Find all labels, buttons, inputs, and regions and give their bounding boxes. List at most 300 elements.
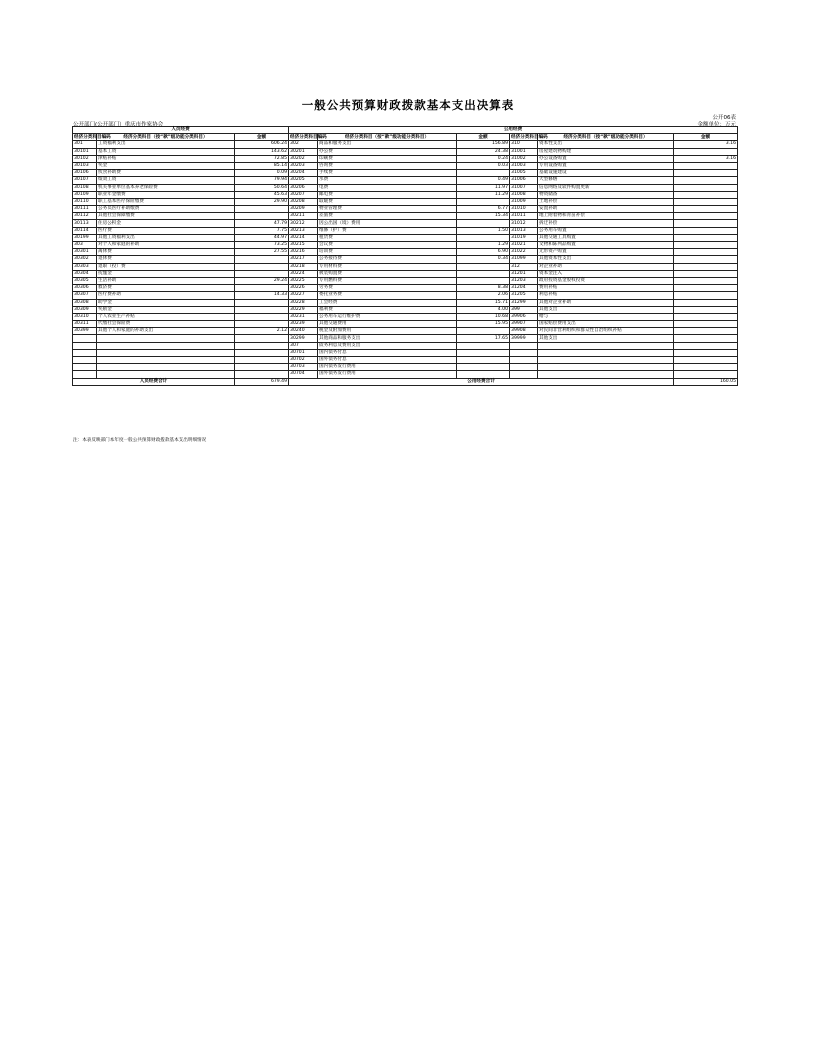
amount-cell bbox=[235, 342, 289, 349]
name-cell: 绩效工资 bbox=[97, 177, 235, 184]
table-row bbox=[73, 263, 738, 270]
amount-cell bbox=[674, 277, 738, 284]
code-cell: 30202 bbox=[289, 155, 318, 162]
amount-cell bbox=[674, 342, 738, 349]
table-row bbox=[73, 234, 738, 241]
amount-cell bbox=[457, 234, 510, 241]
name-cell: 津贴补贴 bbox=[97, 155, 235, 162]
name-cell: 会议费 bbox=[318, 242, 457, 249]
name-cell: 国外债务发行费用 bbox=[318, 371, 457, 378]
amount-cell bbox=[235, 263, 289, 270]
table-row bbox=[73, 270, 738, 277]
table-row bbox=[73, 213, 738, 220]
name-cell: 差旅费 bbox=[318, 213, 457, 220]
code-cell: 31201 bbox=[510, 270, 538, 277]
personnel-total-value: 679.49 bbox=[235, 378, 289, 385]
code-cell: 30112 bbox=[73, 213, 97, 220]
code-column-header: 经济分类科目编码 bbox=[74, 134, 111, 140]
amount-cell: 44.97 bbox=[235, 234, 289, 241]
name-cell: 印刷费 bbox=[318, 155, 457, 162]
amount-cell bbox=[674, 170, 738, 177]
name-cell: 信息网络及软件购置更新 bbox=[538, 184, 674, 191]
name-cell: 被装购置费 bbox=[318, 270, 457, 277]
form-number: 公开06表 bbox=[712, 115, 736, 121]
name-cell: 专用材料费 bbox=[318, 263, 457, 270]
name-cell: 职业年金缴费 bbox=[97, 191, 235, 198]
code-cell bbox=[73, 371, 97, 378]
amount-cell: 11.29 bbox=[457, 191, 510, 198]
code-cell: 31005 bbox=[510, 170, 538, 177]
amount-cell bbox=[674, 335, 738, 342]
amount-cell: 24.38 bbox=[457, 148, 510, 155]
name-cell bbox=[97, 349, 235, 356]
code-cell: 30212 bbox=[289, 220, 318, 227]
code-cell: 31012 bbox=[510, 220, 538, 227]
amount-cell bbox=[457, 170, 510, 177]
code-cell: 31008 bbox=[510, 191, 538, 198]
amount-cell bbox=[674, 213, 738, 220]
personnel-total-label: 人员经费合计 bbox=[73, 378, 235, 385]
name-cell: 委托业务费 bbox=[318, 292, 457, 299]
name-cell: 其他支出 bbox=[538, 335, 674, 342]
code-cell: 303 bbox=[73, 242, 97, 249]
code-cell: 30301 bbox=[73, 249, 97, 256]
code-cell: 30111 bbox=[73, 206, 97, 213]
table-row bbox=[73, 299, 738, 306]
amount-cell: 3.16 bbox=[674, 141, 738, 148]
amount-cell: 0.03 bbox=[457, 162, 510, 169]
amount-cell: 29.90 bbox=[235, 198, 289, 205]
amount-cell: 0.34 bbox=[457, 256, 510, 263]
amount-cell bbox=[674, 292, 738, 299]
code-cell: 30303 bbox=[73, 263, 97, 270]
amount-cell bbox=[235, 357, 289, 364]
amount-cell bbox=[457, 364, 510, 371]
code-cell: 30110 bbox=[73, 198, 97, 205]
code-cell bbox=[73, 357, 97, 364]
code-cell bbox=[73, 349, 97, 356]
name-cell: 医疗费补助 bbox=[97, 292, 235, 299]
code-cell bbox=[73, 342, 97, 349]
amount-column-header: 金额 bbox=[235, 134, 289, 141]
name-cell: 无形资产购置 bbox=[538, 249, 674, 256]
table-row bbox=[73, 285, 738, 292]
amount-cell: 85.14 bbox=[235, 162, 289, 169]
code-cell bbox=[73, 364, 97, 371]
name-cell: 其他工资福利支出 bbox=[97, 234, 235, 241]
name-cell: 其他支出 bbox=[538, 306, 674, 313]
name-column-header: 经济分类科目（按“款”级功能分类科目） bbox=[318, 134, 457, 141]
amount-cell bbox=[674, 371, 738, 378]
code-cell: 39906 bbox=[510, 313, 538, 320]
name-cell bbox=[97, 364, 235, 371]
amount-cell bbox=[674, 234, 738, 241]
name-cell: 退休费 bbox=[97, 256, 235, 263]
name-cell: 对企业补助 bbox=[538, 263, 674, 270]
code-cell: 30113 bbox=[73, 220, 97, 227]
amount-cell: 3.16 bbox=[674, 155, 738, 162]
amount-cell: 606.24 bbox=[235, 141, 289, 148]
code-cell: 30305 bbox=[73, 277, 97, 284]
amount-cell bbox=[674, 306, 738, 313]
table-row bbox=[73, 256, 738, 263]
code-cell: 30307 bbox=[73, 292, 97, 299]
table-row bbox=[73, 141, 738, 148]
name-cell: 其他资本性支出 bbox=[538, 256, 674, 263]
amount-cell: 79.94 bbox=[235, 177, 289, 184]
name-cell: 其他交通费用 bbox=[318, 321, 457, 328]
table-row bbox=[73, 371, 738, 378]
code-cell bbox=[510, 357, 538, 364]
amount-cell bbox=[235, 335, 289, 342]
code-cell: 30213 bbox=[289, 227, 318, 234]
name-cell: 对民间非营利组织和群众性自治组织补贴 bbox=[538, 328, 674, 335]
name-cell: 专用设备购置 bbox=[538, 162, 674, 169]
table-row bbox=[73, 277, 738, 284]
name-cell: 租赁费 bbox=[318, 234, 457, 241]
name-cell: 政府投资基金股权投资 bbox=[538, 277, 674, 284]
code-cell: 30229 bbox=[289, 306, 318, 313]
amount-cell bbox=[674, 270, 738, 277]
personnel-section-header: 人员经费 bbox=[73, 127, 289, 134]
amount-cell bbox=[674, 256, 738, 263]
table-row bbox=[73, 342, 738, 349]
name-cell bbox=[538, 342, 674, 349]
code-cell: 30299 bbox=[289, 335, 318, 342]
code-cell: 30306 bbox=[73, 285, 97, 292]
code-cell: 30309 bbox=[73, 306, 97, 313]
code-cell: 31001 bbox=[510, 148, 538, 155]
footnote: 注：本表反映部门本年度一般公共预算财政拨款基本支出明细情况 bbox=[73, 438, 207, 443]
name-cell: 奖金 bbox=[97, 162, 235, 169]
code-cell: 310 bbox=[510, 141, 538, 148]
amount-cell bbox=[674, 299, 738, 306]
code-cell: 30702 bbox=[289, 357, 318, 364]
amount-cell bbox=[674, 263, 738, 270]
amount-cell bbox=[235, 349, 289, 356]
name-cell: 基础设施建设 bbox=[538, 170, 674, 177]
amount-unit-label: 金额单位：万元 bbox=[697, 122, 736, 128]
amount-cell bbox=[235, 321, 289, 328]
name-cell: 其他对企业补助 bbox=[538, 299, 674, 306]
table-row bbox=[73, 242, 738, 249]
code-cell: 312 bbox=[510, 263, 538, 270]
code-cell bbox=[73, 335, 97, 342]
name-cell: 其他个人和家庭的补助支出 bbox=[97, 328, 235, 335]
code-cell: 30102 bbox=[73, 155, 97, 162]
table-row bbox=[73, 162, 738, 169]
name-cell: 土地补偿 bbox=[538, 198, 674, 205]
name-cell: 文物和陈列品购置 bbox=[538, 242, 674, 249]
name-cell: 生活补助 bbox=[97, 277, 235, 284]
name-cell: 其他商品和服务支出 bbox=[318, 335, 457, 342]
name-cell: 税金及附加费用 bbox=[318, 328, 457, 335]
code-cell: 30209 bbox=[289, 206, 318, 213]
table-row bbox=[73, 249, 738, 256]
name-cell: 公务接待费 bbox=[318, 256, 457, 263]
code-cell: 31021 bbox=[510, 242, 538, 249]
code-cell: 30304 bbox=[73, 270, 97, 277]
amount-cell: 6.90 bbox=[457, 249, 510, 256]
code-cell: 30101 bbox=[73, 148, 97, 155]
table-row bbox=[73, 328, 738, 335]
amount-cell bbox=[235, 364, 289, 371]
name-cell: 物资储备 bbox=[538, 191, 674, 198]
name-cell: 邮电费 bbox=[318, 191, 457, 198]
name-cell: 住房公积金 bbox=[97, 220, 235, 227]
amount-cell: 50.64 bbox=[235, 184, 289, 191]
name-cell bbox=[97, 335, 235, 342]
code-cell: 39999 bbox=[510, 335, 538, 342]
name-cell: 商品和服务支出 bbox=[318, 141, 457, 148]
amount-cell bbox=[674, 206, 738, 213]
code-cell bbox=[510, 349, 538, 356]
amount-cell: 47.79 bbox=[235, 220, 289, 227]
amount-cell bbox=[235, 371, 289, 378]
code-cell: 30199 bbox=[73, 234, 97, 241]
code-cell: 31299 bbox=[510, 299, 538, 306]
code-cell: 30310 bbox=[73, 313, 97, 320]
table-row bbox=[73, 191, 738, 198]
amount-cell bbox=[235, 270, 289, 277]
amount-cell: 17.65 bbox=[457, 335, 510, 342]
amount-cell: 0.09 bbox=[235, 170, 289, 177]
name-cell: 国内债务付息 bbox=[318, 349, 457, 356]
amount-cell bbox=[235, 206, 289, 213]
name-cell: 代缴社会保险费 bbox=[97, 321, 235, 328]
table-row bbox=[73, 148, 738, 155]
name-cell: 机关事业单位基本养老保险费 bbox=[97, 184, 235, 191]
table-row bbox=[73, 364, 738, 371]
amount-cell: 1.50 bbox=[457, 227, 510, 234]
name-cell: 福利费 bbox=[318, 306, 457, 313]
code-cell: 30216 bbox=[289, 249, 318, 256]
amount-cell: 45.63 bbox=[235, 191, 289, 198]
amount-cell bbox=[674, 285, 738, 292]
amount-cell bbox=[457, 371, 510, 378]
amount-cell: 27.55 bbox=[235, 249, 289, 256]
code-column-header: 经济分类科目编码 bbox=[290, 134, 327, 140]
code-cell: 30206 bbox=[289, 184, 318, 191]
name-cell: 咨询费 bbox=[318, 162, 457, 169]
code-cell: 31205 bbox=[510, 292, 538, 299]
table-row bbox=[73, 198, 738, 205]
code-cell: 30103 bbox=[73, 162, 97, 169]
code-cell: 30308 bbox=[73, 299, 97, 306]
name-cell: 救济费 bbox=[97, 285, 235, 292]
name-cell: 公务用车运行维护费 bbox=[318, 313, 457, 320]
name-cell: 资本金注入 bbox=[538, 270, 674, 277]
name-cell bbox=[538, 364, 674, 371]
code-cell: 31002 bbox=[510, 155, 538, 162]
table-row bbox=[73, 177, 738, 184]
amount-cell: 14.33 bbox=[235, 292, 289, 299]
page-title: 一般公共预算财政拨款基本支出决算表 bbox=[301, 98, 515, 112]
expenditure-table bbox=[72, 126, 738, 386]
code-cell: 30399 bbox=[73, 328, 97, 335]
code-cell: 39907 bbox=[510, 321, 538, 328]
amount-cell: 29.24 bbox=[235, 277, 289, 284]
code-cell: 30207 bbox=[289, 191, 318, 198]
code-cell: 31203 bbox=[510, 277, 538, 284]
name-cell: 基本工资 bbox=[97, 148, 235, 155]
name-cell bbox=[538, 357, 674, 364]
code-cell: 30218 bbox=[289, 263, 318, 270]
amount-cell bbox=[674, 328, 738, 335]
name-cell: 退职（役）费 bbox=[97, 263, 235, 270]
amount-cell bbox=[674, 162, 738, 169]
name-cell: 利息补贴 bbox=[538, 292, 674, 299]
code-cell: 30208 bbox=[289, 198, 318, 205]
amount-cell bbox=[674, 184, 738, 191]
code-cell: 30224 bbox=[289, 270, 318, 277]
name-cell: 其他交通工具购置 bbox=[538, 234, 674, 241]
code-cell: 30701 bbox=[289, 349, 318, 356]
amount-cell bbox=[457, 277, 510, 284]
name-cell: 安置补助 bbox=[538, 206, 674, 213]
name-cell bbox=[97, 371, 235, 378]
name-cell: 助学金 bbox=[97, 299, 235, 306]
name-cell: 个人农业生产补贴 bbox=[97, 313, 235, 320]
name-cell: 工资福利支出 bbox=[97, 141, 235, 148]
amount-cell bbox=[674, 321, 738, 328]
name-cell: 水费 bbox=[318, 177, 457, 184]
amount-cell bbox=[235, 299, 289, 306]
name-cell: 奖励金 bbox=[97, 306, 235, 313]
code-cell: 30302 bbox=[73, 256, 97, 263]
amount-cell: 2.06 bbox=[457, 292, 510, 299]
name-cell: 办公费 bbox=[318, 148, 457, 155]
code-cell: 30239 bbox=[289, 321, 318, 328]
table-row bbox=[73, 184, 738, 191]
code-cell: 30703 bbox=[289, 364, 318, 371]
name-cell: 国内债务发行费用 bbox=[318, 364, 457, 371]
amount-cell: 0.49 bbox=[457, 177, 510, 184]
code-cell: 31010 bbox=[510, 206, 538, 213]
name-cell: 电费 bbox=[318, 184, 457, 191]
amount-cell: 15.95 bbox=[457, 321, 510, 328]
amount-cell: 143.62 bbox=[235, 148, 289, 155]
amount-cell bbox=[674, 249, 738, 256]
name-cell: 因公出国（境）费用 bbox=[318, 220, 457, 227]
name-cell: 维修（护）费 bbox=[318, 227, 457, 234]
code-cell: 30205 bbox=[289, 177, 318, 184]
amount-cell bbox=[674, 220, 738, 227]
amount-cell: 72.85 bbox=[235, 155, 289, 162]
name-cell bbox=[97, 342, 235, 349]
name-column-header: 经济分类科目（按“款”级功能分类科目） bbox=[538, 134, 674, 141]
amount-cell bbox=[457, 357, 510, 364]
table-row bbox=[73, 306, 738, 313]
code-cell: 31022 bbox=[510, 249, 538, 256]
table-row bbox=[73, 220, 738, 227]
amount-cell bbox=[457, 198, 510, 205]
amount-cell bbox=[235, 256, 289, 263]
table-row bbox=[73, 170, 738, 177]
amount-cell bbox=[674, 349, 738, 356]
code-cell bbox=[510, 364, 538, 371]
code-cell: 30215 bbox=[289, 242, 318, 249]
code-cell: 30231 bbox=[289, 313, 318, 320]
amount-cell: 7.75 bbox=[235, 227, 289, 234]
amount-cell: 4.00 bbox=[457, 306, 510, 313]
code-cell: 30225 bbox=[289, 277, 318, 284]
code-column-header: 经济分类科目编码 bbox=[511, 134, 548, 140]
amount-cell: 2.12 bbox=[235, 328, 289, 335]
name-cell bbox=[538, 349, 674, 356]
code-cell: 31099 bbox=[510, 256, 538, 263]
code-cell: 30311 bbox=[73, 321, 97, 328]
name-cell: 债务利息及费用支出 bbox=[318, 342, 457, 349]
amount-cell bbox=[235, 213, 289, 220]
amount-cell bbox=[457, 270, 510, 277]
amount-cell: 10.68 bbox=[457, 313, 510, 320]
code-cell: 30217 bbox=[289, 256, 318, 263]
table-row bbox=[73, 155, 738, 162]
name-cell: 公务员医疗补助缴费 bbox=[97, 206, 235, 213]
name-cell: 国外债务付息 bbox=[318, 357, 457, 364]
table-row bbox=[73, 349, 738, 356]
amount-cell bbox=[457, 349, 510, 356]
name-cell: 赠与 bbox=[538, 313, 674, 320]
code-cell: 30226 bbox=[289, 285, 318, 292]
code-cell bbox=[510, 342, 538, 349]
amount-cell bbox=[674, 148, 738, 155]
table-row bbox=[73, 335, 738, 342]
amount-cell bbox=[674, 191, 738, 198]
amount-cell bbox=[457, 342, 510, 349]
amount-cell bbox=[674, 177, 738, 184]
name-cell: 职工基本医疗保险缴费 bbox=[97, 198, 235, 205]
name-cell: 物业管理费 bbox=[318, 206, 457, 213]
amount-cell: 6.77 bbox=[457, 206, 510, 213]
amount-cell bbox=[674, 242, 738, 249]
name-cell: 地上附着物和青苗补偿 bbox=[538, 213, 674, 220]
name-cell bbox=[97, 357, 235, 364]
code-cell: 30228 bbox=[289, 299, 318, 306]
code-cell: 30106 bbox=[73, 170, 97, 177]
name-cell: 房屋建筑物购建 bbox=[538, 148, 674, 155]
table-row bbox=[73, 206, 738, 213]
public-total-label: 公用经费合计 bbox=[289, 378, 674, 385]
name-cell: 费用补贴 bbox=[538, 285, 674, 292]
amount-cell bbox=[674, 357, 738, 364]
name-cell: 劳务费 bbox=[318, 285, 457, 292]
amount-cell: 11.97 bbox=[457, 184, 510, 191]
amount-cell bbox=[457, 220, 510, 227]
amount-cell bbox=[235, 306, 289, 313]
code-cell: 30201 bbox=[289, 148, 318, 155]
amount-cell bbox=[235, 313, 289, 320]
name-cell: 对个人和家庭的补助 bbox=[97, 242, 235, 249]
amount-cell bbox=[674, 364, 738, 371]
table-row bbox=[73, 227, 738, 234]
name-cell: 取暖费 bbox=[318, 198, 457, 205]
amount-cell: 73.25 bbox=[235, 242, 289, 249]
table-row bbox=[73, 313, 738, 320]
code-cell: 30227 bbox=[289, 292, 318, 299]
name-cell: 其他社会保障缴费 bbox=[97, 213, 235, 220]
name-cell: 资本性支出 bbox=[538, 141, 674, 148]
code-cell: 399 bbox=[510, 306, 538, 313]
code-cell: 30107 bbox=[73, 177, 97, 184]
public-section-header: 公用经费 bbox=[289, 127, 738, 134]
code-cell: 31006 bbox=[510, 177, 538, 184]
table-row bbox=[73, 292, 738, 299]
code-cell: 39908 bbox=[510, 328, 538, 335]
code-cell: 30109 bbox=[73, 191, 97, 198]
organization-label: 公开部门(公开部门）重庆市作家协会 bbox=[73, 122, 164, 128]
